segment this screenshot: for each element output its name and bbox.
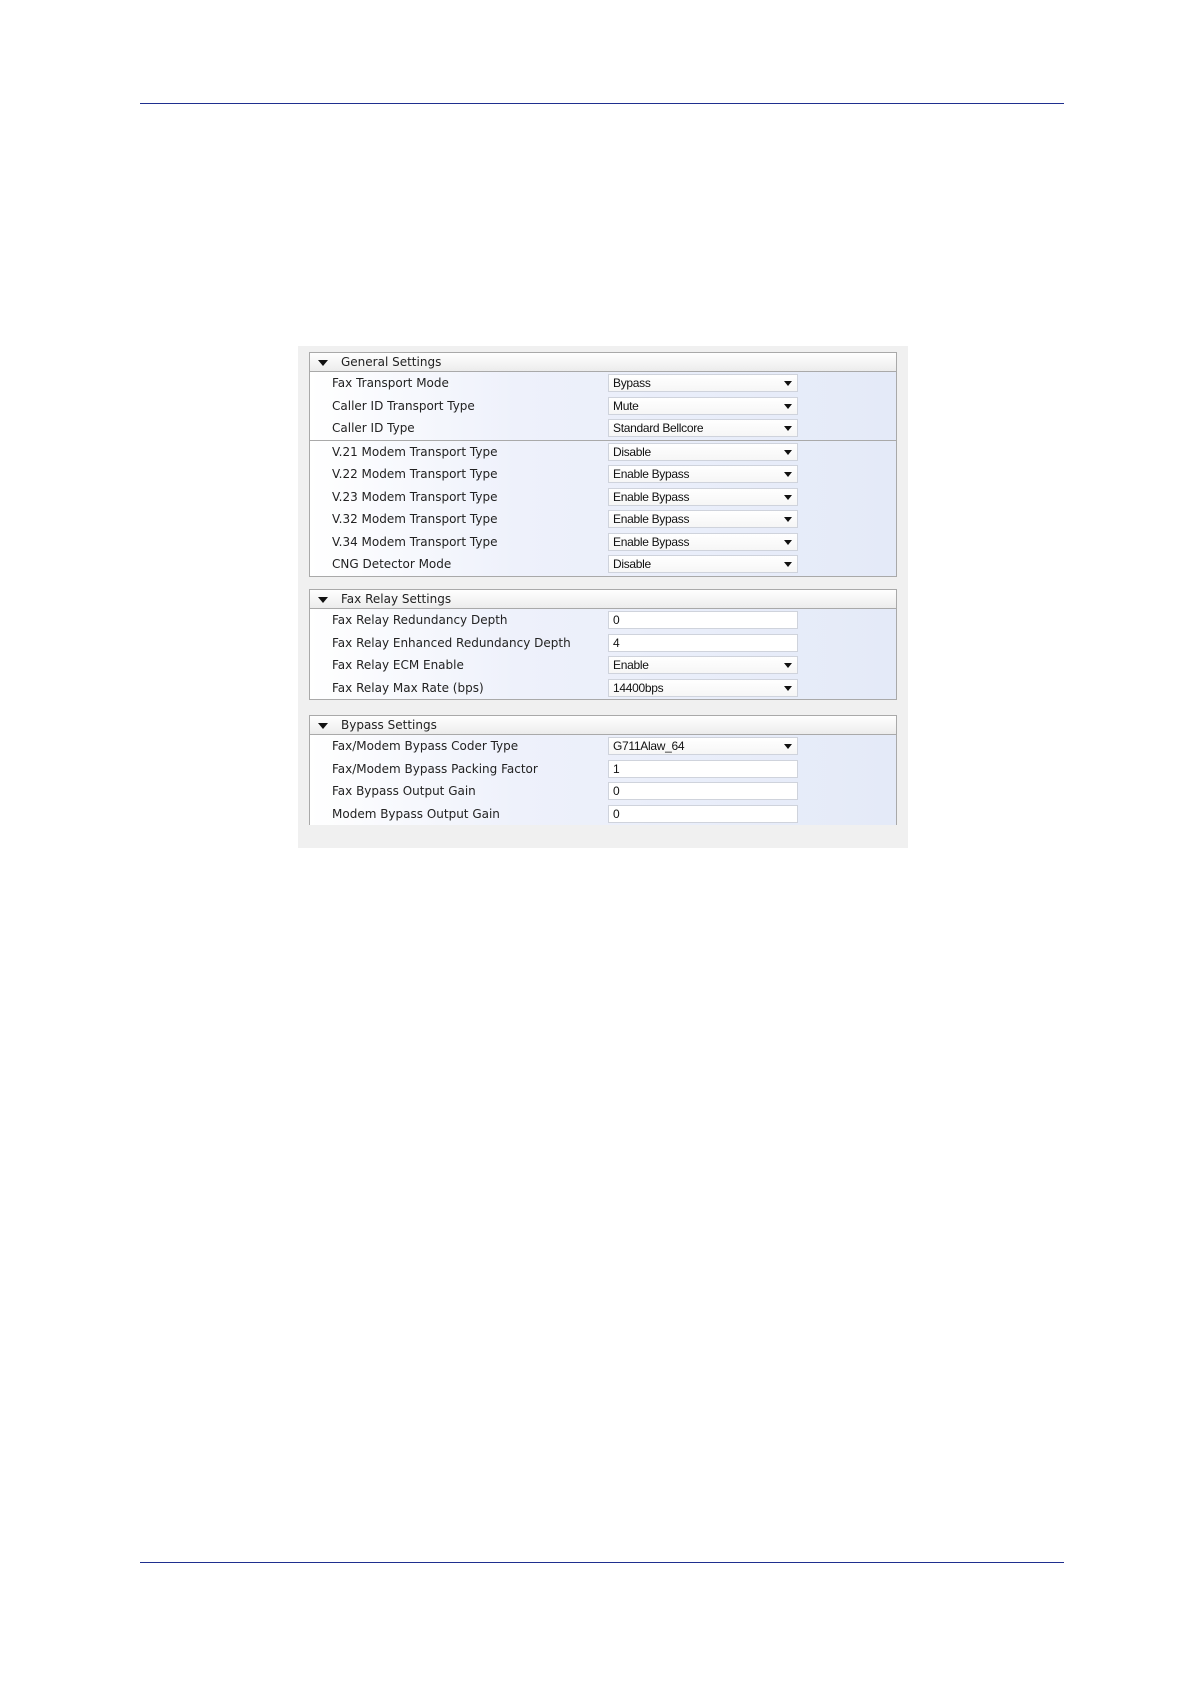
select-value: Enable Bypass xyxy=(613,512,690,526)
row-v34-modem-transport-type xyxy=(310,531,896,554)
dropdown-arrow-icon[interactable] xyxy=(784,686,792,691)
row-cng-detector-mode xyxy=(310,553,896,576)
row-label: Caller ID Transport Type xyxy=(332,398,475,413)
v22-modem-transport-type-select[interactable] xyxy=(608,465,798,483)
fax-relay-settings-panel xyxy=(309,589,897,700)
row-v32-modem-transport-type xyxy=(310,508,896,531)
row-label: Modem Bypass Output Gain xyxy=(332,806,500,821)
bypass-packing-factor-input[interactable]: 1 xyxy=(608,760,798,778)
general-settings-header[interactable] xyxy=(310,353,896,372)
footer-rule xyxy=(140,1562,1064,1563)
caller-id-transport-type-select[interactable] xyxy=(608,397,798,415)
row-label: Fax/Modem Bypass Packing Factor xyxy=(332,761,538,776)
dropdown-arrow-icon[interactable] xyxy=(784,426,792,431)
dropdown-arrow-icon[interactable] xyxy=(784,517,792,522)
row-modem-bypass-output-gain xyxy=(310,803,896,826)
fax-relay-max-rate-select[interactable] xyxy=(608,679,798,697)
select-value: Enable xyxy=(613,658,649,672)
row-bypass-coder-type xyxy=(310,735,896,758)
modem-bypass-output-gain-input[interactable]: 0 xyxy=(608,805,798,823)
header-rule xyxy=(140,103,1064,104)
row-label: Fax Relay Redundancy Depth xyxy=(332,613,508,627)
row-label: V.23 Modem Transport Type xyxy=(332,489,498,504)
collapse-caret-icon[interactable] xyxy=(318,597,328,603)
fax-bypass-output-gain-input[interactable]: 0 xyxy=(608,782,798,800)
bypass-settings-panel xyxy=(309,715,897,825)
fax-transport-mode-select[interactable] xyxy=(608,374,798,392)
dropdown-arrow-icon[interactable] xyxy=(784,540,792,545)
row-label: Fax Relay Enhanced Redundancy Depth xyxy=(332,635,571,650)
panel-title: Fax Relay Settings xyxy=(341,592,452,606)
dropdown-arrow-icon[interactable] xyxy=(784,381,792,386)
v23-modem-transport-type-select[interactable] xyxy=(608,488,798,506)
fax-relay-redundancy-depth-input[interactable]: 0 xyxy=(608,611,798,629)
row-label: Fax Bypass Output Gain xyxy=(332,784,476,798)
dropdown-arrow-icon[interactable] xyxy=(784,472,792,477)
dropdown-arrow-icon[interactable] xyxy=(784,450,792,455)
select-value: Standard Bellcore xyxy=(613,421,704,435)
collapse-caret-icon[interactable] xyxy=(318,723,328,729)
row-caller-id-type xyxy=(310,417,896,440)
row-bypass-packing-factor xyxy=(310,758,896,781)
select-value: Enable Bypass xyxy=(613,467,690,481)
collapse-caret-icon[interactable] xyxy=(318,360,328,366)
fax-relay-enhanced-redundancy-depth-input[interactable]: 4 xyxy=(608,634,798,652)
select-value: Bypass xyxy=(613,376,651,390)
row-label: V.32 Modem Transport Type xyxy=(332,512,498,526)
row-label: Fax/Modem Bypass Coder Type xyxy=(332,739,519,753)
row-v21-modem-transport-type xyxy=(310,440,896,464)
panel-title: General Settings xyxy=(341,355,442,369)
row-label: Fax Transport Mode xyxy=(332,376,449,390)
dropdown-arrow-icon[interactable] xyxy=(784,562,792,567)
row-label: Fax Relay Max Rate (bps) xyxy=(332,680,484,695)
select-value: Enable Bypass xyxy=(613,489,690,504)
row-v22-modem-transport-type xyxy=(310,463,896,486)
panel-title: Bypass Settings xyxy=(341,718,437,732)
cng-detector-mode-select[interactable] xyxy=(608,555,798,573)
v32-modem-transport-type-select[interactable] xyxy=(608,510,798,528)
row-label: CNG Detector Mode xyxy=(332,557,452,571)
settings-screenshot xyxy=(298,346,908,848)
row-fax-relay-redundancy-depth xyxy=(310,609,896,632)
bypass-settings-header[interactable] xyxy=(310,716,896,735)
select-value: Enable Bypass xyxy=(613,534,690,549)
row-label: V.21 Modem Transport Type xyxy=(332,444,498,459)
select-value: G711Alaw_64 xyxy=(613,739,685,753)
select-value: Disable xyxy=(613,557,651,571)
select-value: 14400bps xyxy=(613,680,664,695)
row-label: Caller ID Type xyxy=(332,421,415,435)
v34-modem-transport-type-select[interactable] xyxy=(608,533,798,551)
row-label: V.22 Modem Transport Type xyxy=(332,467,498,481)
dropdown-arrow-icon[interactable] xyxy=(784,495,792,500)
dropdown-arrow-icon[interactable] xyxy=(784,404,792,409)
row-fax-transport-mode xyxy=(310,372,896,395)
fax-relay-settings-header[interactable] xyxy=(310,590,896,609)
row-label: Fax Relay ECM Enable xyxy=(332,658,464,672)
row-label: V.34 Modem Transport Type xyxy=(332,534,498,549)
select-value: Disable xyxy=(613,444,651,459)
row-fax-relay-max-rate xyxy=(310,677,896,700)
dropdown-arrow-icon[interactable] xyxy=(784,744,792,749)
bypass-coder-type-select[interactable] xyxy=(608,737,798,755)
row-fax-bypass-output-gain xyxy=(310,780,896,803)
v21-modem-transport-type-select[interactable] xyxy=(608,443,798,461)
general-settings-panel xyxy=(309,352,897,577)
caller-id-type-select[interactable] xyxy=(608,419,798,437)
row-fax-relay-ecm-enable xyxy=(310,654,896,677)
row-caller-id-transport-type xyxy=(310,395,896,418)
fax-relay-ecm-enable-select[interactable] xyxy=(608,656,798,674)
select-value: Mute xyxy=(613,398,639,413)
dropdown-arrow-icon[interactable] xyxy=(784,663,792,668)
row-v23-modem-transport-type xyxy=(310,486,896,509)
row-fax-relay-enhanced-redundancy-depth xyxy=(310,632,896,655)
